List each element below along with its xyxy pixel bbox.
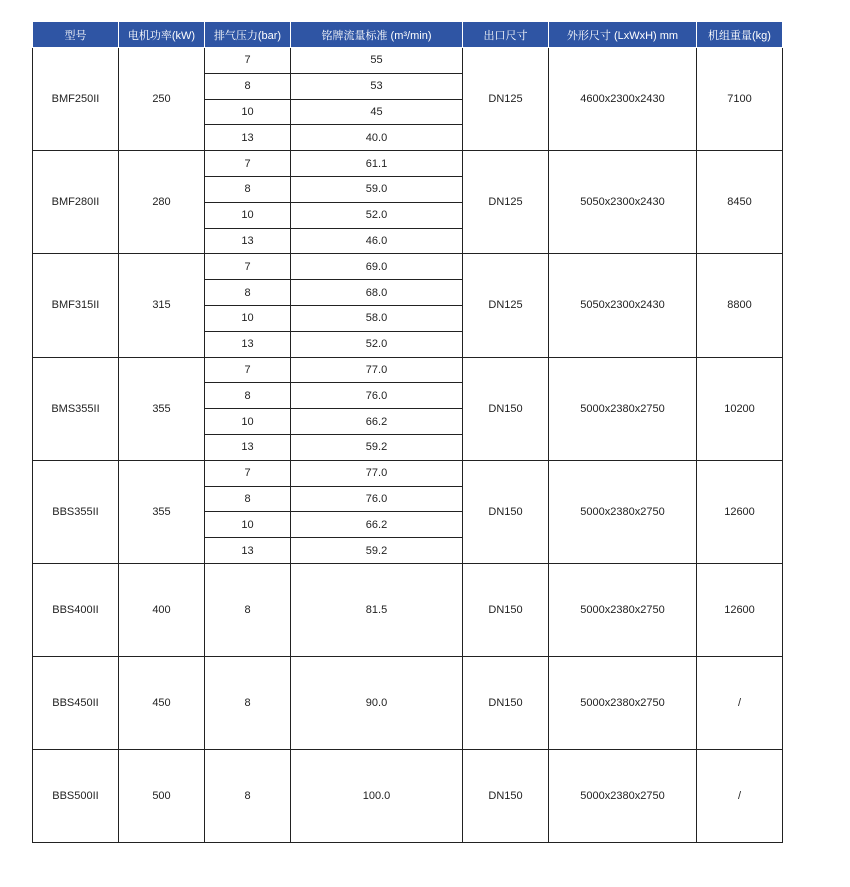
column-header: 机组重量(kg) xyxy=(697,22,783,48)
dimensions-cell: 4600x2300x2430 xyxy=(549,48,697,151)
pressure-cell: 7 xyxy=(205,151,291,177)
column-header: 出口尺寸 xyxy=(463,22,549,48)
pressure-cell: 8 xyxy=(205,280,291,306)
column-header: 排气压力(bar) xyxy=(205,22,291,48)
outlet-cell: DN125 xyxy=(463,48,549,151)
pressure-cell: 13 xyxy=(205,125,291,151)
pressure-cell: 8 xyxy=(205,486,291,512)
outlet-cell: DN125 xyxy=(463,254,549,357)
power-cell: 400 xyxy=(119,563,205,656)
weight-cell: 8450 xyxy=(697,151,783,254)
outlet-cell: DN150 xyxy=(463,563,549,656)
column-header: 型号 xyxy=(33,22,119,48)
flow-cell: 66.2 xyxy=(291,409,463,435)
flow-cell: 46.0 xyxy=(291,228,463,254)
power-cell: 500 xyxy=(119,749,205,842)
weight-cell: / xyxy=(697,656,783,749)
dimensions-cell: 5000x2380x2750 xyxy=(549,656,697,749)
outlet-cell: DN150 xyxy=(463,656,549,749)
flow-cell: 81.5 xyxy=(291,563,463,656)
pressure-cell: 8 xyxy=(205,176,291,202)
pressure-cell: 10 xyxy=(205,99,291,125)
outlet-cell: DN150 xyxy=(463,749,549,842)
pressure-cell: 13 xyxy=(205,538,291,564)
dimensions-cell: 5050x2300x2430 xyxy=(549,254,697,357)
model-cell: BBS355II xyxy=(33,460,119,563)
flow-cell: 90.0 xyxy=(291,656,463,749)
flow-cell: 59.2 xyxy=(291,434,463,460)
table-row xyxy=(33,749,783,842)
table-row xyxy=(33,563,783,656)
column-header: 外形尺寸 (LxWxH) mm xyxy=(549,22,697,48)
weight-cell: 12600 xyxy=(697,563,783,656)
flow-cell: 61.1 xyxy=(291,151,463,177)
model-cell: BBS450II xyxy=(33,656,119,749)
pressure-cell: 8 xyxy=(205,563,291,656)
power-cell: 315 xyxy=(119,254,205,357)
pressure-cell: 10 xyxy=(205,305,291,331)
pressure-cell: 8 xyxy=(205,656,291,749)
flow-cell: 40.0 xyxy=(291,125,463,151)
flow-cell: 59.0 xyxy=(291,176,463,202)
outlet-cell: DN150 xyxy=(463,357,549,460)
weight-cell: 10200 xyxy=(697,357,783,460)
table-row xyxy=(33,48,783,74)
power-cell: 355 xyxy=(119,357,205,460)
flow-cell: 69.0 xyxy=(291,254,463,280)
flow-cell: 55 xyxy=(291,48,463,74)
pressure-cell: 8 xyxy=(205,73,291,99)
dimensions-cell: 5000x2380x2750 xyxy=(549,357,697,460)
column-header: 电机功率(kW) xyxy=(119,22,205,48)
table-row xyxy=(33,151,783,177)
spec-table xyxy=(32,22,783,843)
power-cell: 450 xyxy=(119,656,205,749)
pressure-cell: 7 xyxy=(205,357,291,383)
power-cell: 355 xyxy=(119,460,205,563)
model-cell: BMF250II xyxy=(33,48,119,151)
header-row xyxy=(33,22,783,48)
model-cell: BBS400II xyxy=(33,563,119,656)
flow-cell: 76.0 xyxy=(291,486,463,512)
pressure-cell: 7 xyxy=(205,254,291,280)
flow-cell: 58.0 xyxy=(291,305,463,331)
flow-cell: 66.2 xyxy=(291,512,463,538)
dimensions-cell: 5000x2380x2750 xyxy=(549,563,697,656)
model-cell: BMS355II xyxy=(33,357,119,460)
dimensions-cell: 5050x2300x2430 xyxy=(549,151,697,254)
pressure-cell: 10 xyxy=(205,202,291,228)
table-row xyxy=(33,254,783,280)
flow-cell: 45 xyxy=(291,99,463,125)
weight-cell: 7100 xyxy=(697,48,783,151)
flow-cell: 52.0 xyxy=(291,331,463,357)
weight-cell: 8800 xyxy=(697,254,783,357)
flow-cell: 68.0 xyxy=(291,280,463,306)
power-cell: 250 xyxy=(119,48,205,151)
pressure-cell: 7 xyxy=(205,48,291,74)
model-cell: BBS500II xyxy=(33,749,119,842)
power-cell: 280 xyxy=(119,151,205,254)
flow-cell: 59.2 xyxy=(291,538,463,564)
pressure-cell: 13 xyxy=(205,434,291,460)
flow-cell: 100.0 xyxy=(291,749,463,842)
pressure-cell: 13 xyxy=(205,228,291,254)
flow-cell: 76.0 xyxy=(291,383,463,409)
weight-cell: / xyxy=(697,749,783,842)
flow-cell: 77.0 xyxy=(291,460,463,486)
flow-cell: 77.0 xyxy=(291,357,463,383)
table-row xyxy=(33,460,783,486)
pressure-cell: 10 xyxy=(205,512,291,538)
pressure-cell: 8 xyxy=(205,383,291,409)
pressure-cell: 8 xyxy=(205,749,291,842)
pressure-cell: 13 xyxy=(205,331,291,357)
pressure-cell: 7 xyxy=(205,460,291,486)
weight-cell: 12600 xyxy=(697,460,783,563)
model-cell: BMF315II xyxy=(33,254,119,357)
dimensions-cell: 5000x2380x2750 xyxy=(549,749,697,842)
pressure-cell: 10 xyxy=(205,409,291,435)
table-row xyxy=(33,357,783,383)
table-row xyxy=(33,656,783,749)
dimensions-cell: 5000x2380x2750 xyxy=(549,460,697,563)
outlet-cell: DN125 xyxy=(463,151,549,254)
flow-cell: 53 xyxy=(291,73,463,99)
model-cell: BMF280II xyxy=(33,151,119,254)
flow-cell: 52.0 xyxy=(291,202,463,228)
column-header: 铭牌流量标准 (m³/min) xyxy=(291,22,463,48)
outlet-cell: DN150 xyxy=(463,460,549,563)
